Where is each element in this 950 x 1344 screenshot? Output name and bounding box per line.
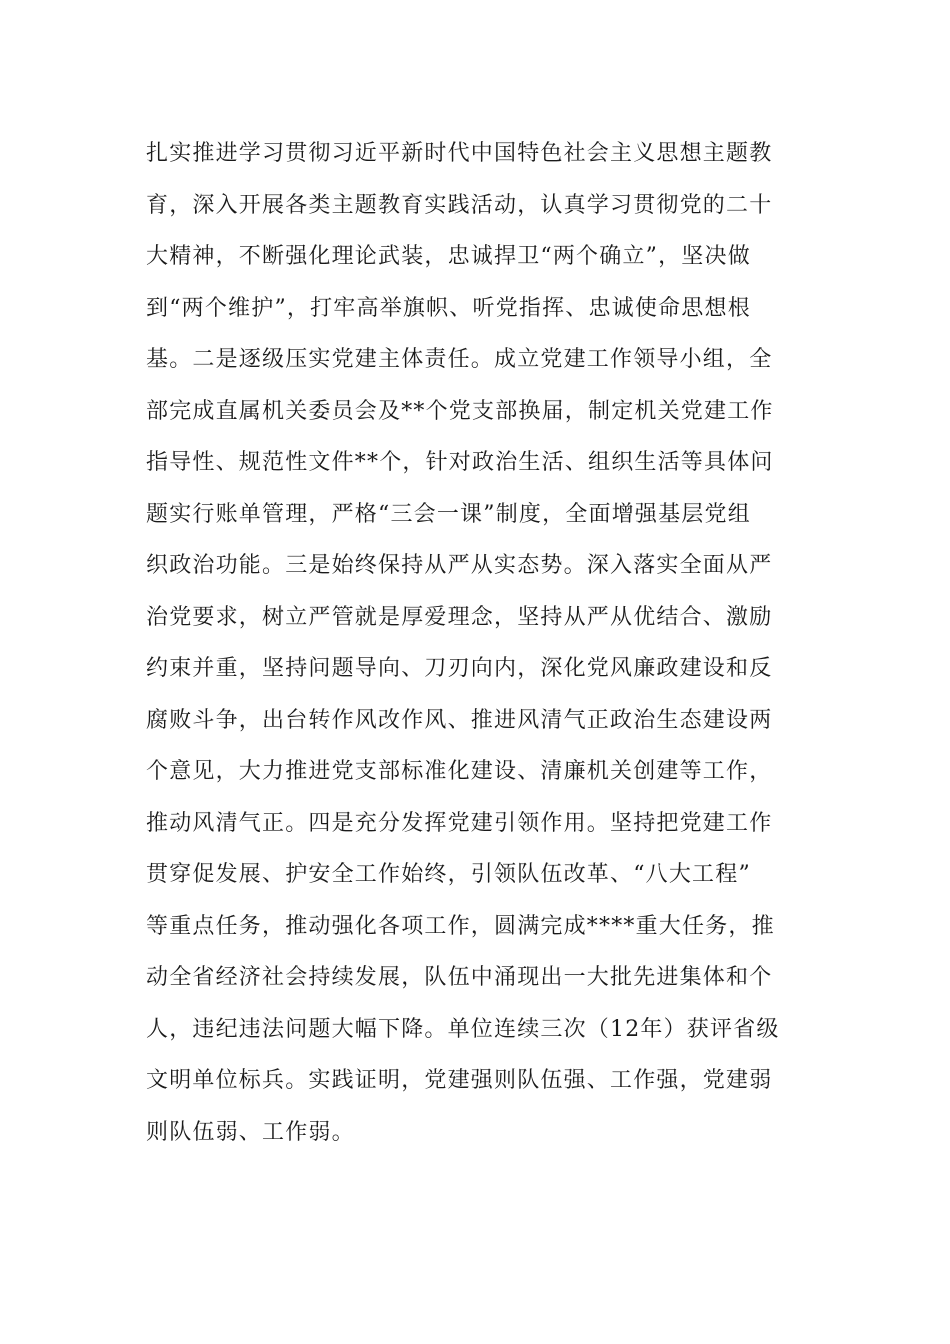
paragraph-line: 文明单位标兵。实践证明，党建强则队伍强、工作强，党建弱 (146, 1068, 773, 1093)
paragraph-line: 指导性、规范性文件**个，针对政治生活、组织生活等具体问 (146, 450, 774, 475)
paragraph-line: 部完成直属机关委员会及**个党支部换届，制定机关党建工作 (146, 398, 774, 424)
paragraph-line: 题实行账单管理，严格“三会一课”制度，全面增强基层党组 (146, 501, 751, 527)
paragraph-line: 则队伍弱、工作弱。 (146, 1119, 355, 1145)
paragraph-line: 人，违纪违法问题大幅下降。单位连续三次（12年）获评省级 (146, 1016, 780, 1042)
paragraph-line: 贯穿促发展、护安全工作始终，引领队伍改革、“八大工程” (146, 862, 751, 887)
paragraph-line: 到“两个维护”，打牢高举旗帜、听党指挥、忠诚使命思想根 (146, 295, 751, 321)
paragraph-line: 育，深入开展各类主题教育实践活动，认真学习贯彻党的二十 (146, 192, 773, 218)
paragraph-line: 织政治功能。三是始终保持从严从实态势。深入落实全面从严 (146, 553, 773, 578)
paragraph-line: 腐败斗争，出台转作风改作风、推进风清气正政治生态建设两 (146, 707, 773, 733)
paragraph-line: 等重点任务，推动强化各项工作，圆满完成****重大任务，推 (146, 913, 775, 939)
paragraph-line: 治党要求，树立严管就是厚爱理念，坚持从严从优结合、激励 (146, 604, 773, 630)
paragraph-line: 推动风清气正。四是充分发挥党建引领作用。坚持把党建工作 (146, 810, 773, 836)
paragraph-line: 扎实推进学习贯彻习近平新时代中国特色社会主义思想主题教 (146, 141, 773, 166)
paragraph-line: 动全省经济社会持续发展，队伍中涌现出一大批先进集体和个 (146, 965, 773, 990)
paragraph-line: 大精神，不断强化理论武装，忠诚捍卫“两个确立”，坚决做 (146, 244, 751, 269)
paragraph-line: 约束并重，坚持问题导向、刀刃向内，深化党风廉政建设和反 (146, 656, 773, 681)
paragraph-line: 个意见，大力推进党支部标准化建设、清廉机关创建等工作， (146, 759, 773, 784)
paragraph-line: 基。二是逐级压实党建主体责任。成立党建工作领导小组，全 (146, 347, 773, 372)
body-paragraph (146, 128, 806, 1158)
